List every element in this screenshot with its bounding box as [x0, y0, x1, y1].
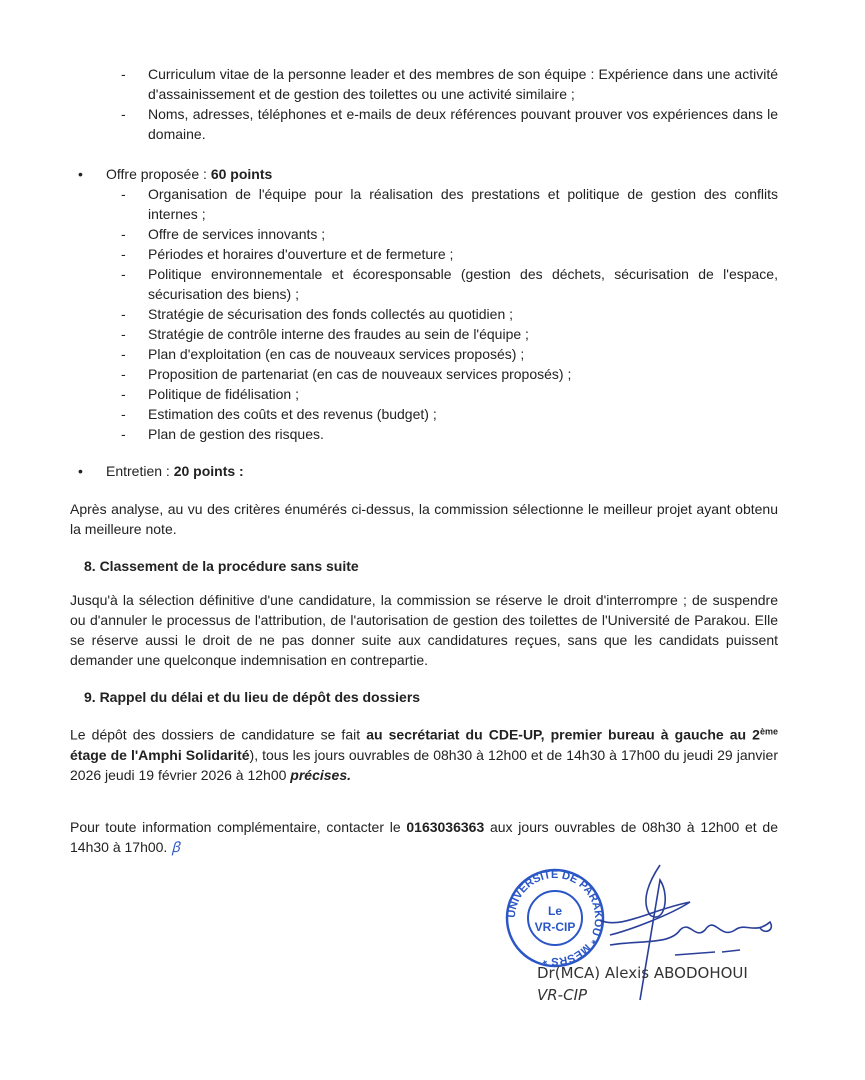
location-text: au secrétariat du CDE-UP, premier bureau à gauche au 2: [366, 726, 760, 743]
analyse-paragraph: Après analyse, au vu des critères énumérés ci-dessus, la commission sélectionne le meilleur projet ayant obtenu la meilleure note.: [70, 501, 778, 537]
list-item: - Estimation des coûts et des revenus (budget) ;: [148, 404, 778, 424]
precises-text: précises.: [290, 766, 351, 783]
section-8-paragraph: Jusqu'à la sélection définitive d'une candidature, la commission se réserve le droit d'interrompre ; de suspendre ou d'annuler le processus de l'attribution, de l'autorisation de gestion des toilettes de l'Université de Parakou. Elle se réserve aussi le droit de ne pas donner suite aux candidatures reçues, sans que les candidats puissent demander une quelconque indemnisation en contrepartie.: [70, 592, 778, 668]
entretien-points: 20 points :: [173, 463, 244, 479]
list-item: - Stratégie de contrôle interne des fraudes au sein de l'équipe ;: [148, 324, 778, 344]
offre-points: 60 points: [210, 166, 273, 182]
entretien-label: Entretien :: [106, 463, 174, 479]
stamp-ring-text: UNIVERSITE DE PARAKOU * MESRS *: [505, 868, 605, 968]
offre-heading: [70, 164, 778, 184]
offre-list: [70, 184, 778, 444]
signatory-block: [537, 962, 748, 1006]
cv-list: [70, 64, 778, 144]
list-item: - Proposition de partenariat (en cas de nouveaux services proposés) ;: [148, 364, 778, 384]
list-item: - Périodes et horaires d'ouverture et de fermeture ;: [148, 244, 778, 264]
section-9-paragraph: [70, 721, 778, 785]
signatory-name: Dr(MCA) Alexis ABODOHOUI: [537, 964, 748, 982]
text: aux jours ouvrables de 08h30 à 12h00 et de 14h30 à 17h00.: [70, 818, 778, 855]
list-item: - Noms, adresses, téléphones et e-mails de deux références pouvant prouver vos expériences dans le domaine.: [148, 104, 778, 144]
text: Le dépôt des dossiers de candidature se fait: [70, 726, 367, 743]
section-8-title: 8. Classement de la procédure sans suite: [84, 558, 359, 574]
stamp-center-vrcip: VR-CIP: [534, 920, 576, 934]
list-item: - Offre de services innovants ;: [148, 224, 778, 244]
text: Pour toute information complémentaire, contacter le: [70, 818, 407, 835]
list-item: - Curriculum vitae de la personne leader et des membres de son équipe : Expérience dans une activité d'assainissement et de gestion des toilettes ou une activité similaire ;: [148, 64, 778, 104]
list-item: - Politique de fidélisation ;: [148, 384, 778, 404]
section-9-title: 9. Rappel du délai et du lieu de dépôt des dossiers: [84, 689, 421, 705]
signatory-title: VR-CIP: [537, 986, 588, 1004]
list-item: - Stratégie de sécurisation des fonds collectés au quotidien ;: [148, 304, 778, 324]
list-item: - Politique environnementale et écoresponsable (gestion des déchets, sécurisation de l'espace, sécurisation des biens) ;: [148, 264, 778, 304]
text: ), tous les jours ouvrables de 08h30 à 12h00 et de 14h30 à 17h00 du jeudi 29 janvier 2026 jeudi 19 février 2026 à 12h00: [70, 746, 778, 783]
location-text: étage de l'Amphi Solidarité: [70, 746, 250, 763]
contact-paragraph: [70, 817, 778, 858]
phone-number: 0163036363: [406, 818, 485, 835]
list-item: - Plan de gestion des risques.: [148, 424, 778, 444]
offre-label: Offre proposée :: [106, 166, 211, 182]
stamp-center-le: Le: [547, 904, 563, 918]
entretien-heading: [70, 461, 778, 481]
document-body: [70, 64, 778, 858]
list-item: - Plan d'exploitation (en cas de nouveaux services proposés) ;: [148, 344, 778, 364]
initials-mark: ꞵ: [171, 839, 181, 856]
superscript: ème: [759, 726, 778, 736]
list-item: - Organisation de l'équipe pour la réalisation des prestations et politique de gestion des conflits internes ;: [148, 184, 778, 224]
